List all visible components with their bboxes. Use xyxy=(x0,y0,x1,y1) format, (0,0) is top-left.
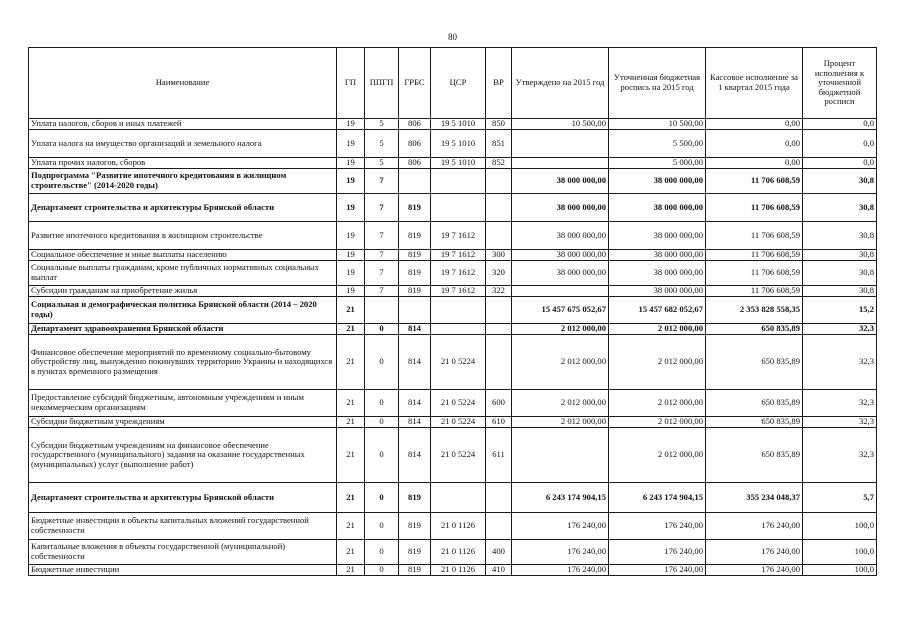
row-pgp: 0 xyxy=(365,390,399,417)
row-csr: 21 0 1126 xyxy=(431,565,486,576)
row-pgp: 0 xyxy=(365,483,399,513)
table-row xyxy=(29,565,877,576)
row-csr: 21 0 5224 xyxy=(431,428,486,483)
row-pgp: 0 xyxy=(365,335,399,390)
row-gp: 21 xyxy=(337,483,365,513)
row-approved: 38 000 000,00 xyxy=(512,169,609,194)
row-specified: 2 012 000,00 xyxy=(609,324,706,335)
row-specified: 38 000 000,00 xyxy=(609,250,706,261)
row-gp: 21 xyxy=(337,390,365,417)
row-vr: 610 xyxy=(486,417,512,428)
row-name: Департамент строительства и архитектуры Брянской области xyxy=(29,194,337,222)
row-percent: 30,8 xyxy=(803,250,877,261)
row-csr: 19 5 1010 xyxy=(431,130,486,158)
table-row xyxy=(29,222,877,250)
row-percent: 30,8 xyxy=(803,169,877,194)
row-gp: 21 xyxy=(337,513,365,540)
row-cash: 650 835,89 xyxy=(706,324,803,335)
row-percent: 32,3 xyxy=(803,417,877,428)
row-cash: 11 706 608,59 xyxy=(706,194,803,222)
row-pgp: 0 xyxy=(365,428,399,483)
row-vr xyxy=(486,169,512,194)
row-vr xyxy=(486,483,512,513)
header-name: Наименование xyxy=(29,48,337,119)
row-gp: 19 xyxy=(337,250,365,261)
row-csr: 21 0 5224 xyxy=(431,417,486,428)
row-specified: 176 240,00 xyxy=(609,513,706,540)
table-row xyxy=(29,261,877,286)
row-csr: 19 7 1612 xyxy=(431,286,486,297)
row-vr: 400 xyxy=(486,540,512,565)
row-gp: 19 xyxy=(337,194,365,222)
row-approved: 2 012 000,00 xyxy=(512,390,609,417)
row-vr: 852 xyxy=(486,158,512,169)
row-cash: 0,00 xyxy=(706,119,803,130)
row-percent: 100,0 xyxy=(803,513,877,540)
row-pgp: 5 xyxy=(365,158,399,169)
row-grbs: 819 xyxy=(399,483,431,513)
row-specified: 10 500,00 xyxy=(609,119,706,130)
header-cash: Кассовое исполнение за 1 квартал 2015 года xyxy=(706,48,803,119)
row-approved xyxy=(512,428,609,483)
row-cash: 2 353 828 558,35 xyxy=(706,297,803,324)
row-name: Финансовое обеспечение мероприятий по временному социально-бытовому обустройству лиц, вынужденно покинувших территорию Украины и находящихся в пунктах временного размещения xyxy=(29,335,337,390)
row-specified: 38 000 000,00 xyxy=(609,222,706,250)
row-gp: 21 xyxy=(337,335,365,390)
row-vr: 611 xyxy=(486,428,512,483)
row-grbs: 814 xyxy=(399,324,431,335)
row-vr: 600 xyxy=(486,390,512,417)
table-row xyxy=(29,513,877,540)
header-gp: ГП xyxy=(337,48,365,119)
row-approved xyxy=(512,286,609,297)
row-pgp: 7 xyxy=(365,169,399,194)
row-name: Субсидии бюджетным учреждениям на финансовое обеспечение государственного (муниципального) задания на оказание государственных (муниципальных) услуг (выполнение работ) xyxy=(29,428,337,483)
row-cash: 11 706 608,59 xyxy=(706,250,803,261)
row-vr xyxy=(486,194,512,222)
row-percent: 0,0 xyxy=(803,119,877,130)
row-csr: 21 0 5224 xyxy=(431,390,486,417)
row-approved: 10 500,00 xyxy=(512,119,609,130)
row-name: Уплата прочих налогов, сборов xyxy=(29,158,337,169)
row-cash: 11 706 608,59 xyxy=(706,169,803,194)
row-percent: 15,2 xyxy=(803,297,877,324)
row-vr xyxy=(486,513,512,540)
row-name: Уплата налогов, сборов и иных платежей xyxy=(29,119,337,130)
table-row xyxy=(29,540,877,565)
row-csr xyxy=(431,483,486,513)
row-specified: 38 000 000,00 xyxy=(609,169,706,194)
row-specified: 2 012 000,00 xyxy=(609,335,706,390)
row-gp: 19 xyxy=(337,222,365,250)
row-name: Бюджетные инвестиции xyxy=(29,565,337,576)
row-pgp: 0 xyxy=(365,565,399,576)
header-pgp: ППГП xyxy=(365,48,399,119)
table-header-row xyxy=(29,48,877,119)
row-percent: 0,0 xyxy=(803,158,877,169)
row-approved: 6 243 174 904,15 xyxy=(512,483,609,513)
row-gp: 21 xyxy=(337,540,365,565)
row-gp: 21 xyxy=(337,428,365,483)
row-name: Департамент здравоохранения Брянской области xyxy=(29,324,337,335)
row-grbs: 806 xyxy=(399,130,431,158)
table-row xyxy=(29,297,877,324)
row-grbs: 819 xyxy=(399,261,431,286)
page-number: 80 xyxy=(448,32,457,42)
row-cash: 11 706 608,59 xyxy=(706,286,803,297)
row-approved xyxy=(512,158,609,169)
row-csr: 19 5 1010 xyxy=(431,119,486,130)
row-csr: 19 7 1612 xyxy=(431,250,486,261)
row-pgp: 0 xyxy=(365,540,399,565)
row-approved: 38 000 000,00 xyxy=(512,194,609,222)
budget-table xyxy=(28,47,877,576)
row-cash: 0,00 xyxy=(706,130,803,158)
table-row xyxy=(29,169,877,194)
header-specified: Уточненная бюджетная роспись на 2015 год xyxy=(609,48,706,119)
table-row xyxy=(29,130,877,158)
row-cash: 11 706 608,59 xyxy=(706,222,803,250)
row-gp: 19 xyxy=(337,261,365,286)
row-approved: 176 240,00 xyxy=(512,513,609,540)
row-percent: 32,3 xyxy=(803,390,877,417)
row-gp: 19 xyxy=(337,119,365,130)
row-approved: 176 240,00 xyxy=(512,540,609,565)
row-approved: 2 012 000,00 xyxy=(512,417,609,428)
header-grbs: ГРБС xyxy=(399,48,431,119)
table-row xyxy=(29,417,877,428)
table-row xyxy=(29,324,877,335)
row-cash: 176 240,00 xyxy=(706,540,803,565)
row-name: Бюджетные инвестиции в объекты капитальных вложений государственной собственности xyxy=(29,513,337,540)
row-percent: 30,8 xyxy=(803,194,877,222)
row-name: Уплата налога на имущество организаций и земельного налога xyxy=(29,130,337,158)
row-grbs: 819 xyxy=(399,540,431,565)
row-pgp: 5 xyxy=(365,119,399,130)
row-percent: 5,7 xyxy=(803,483,877,513)
row-pgp xyxy=(365,297,399,324)
row-name: Подпрограмма "Развитие ипотечного кредитования в жилищном строительстве" (2014-2020 годы) xyxy=(29,169,337,194)
row-percent: 100,0 xyxy=(803,565,877,576)
row-percent: 30,8 xyxy=(803,222,877,250)
row-percent: 100,0 xyxy=(803,540,877,565)
row-percent: 32,3 xyxy=(803,324,877,335)
table-row xyxy=(29,286,877,297)
row-cash: 650 835,89 xyxy=(706,335,803,390)
row-vr: 850 xyxy=(486,119,512,130)
row-gp: 19 xyxy=(337,158,365,169)
row-name: Субсидии бюджетным учреждениям xyxy=(29,417,337,428)
row-percent: 32,3 xyxy=(803,428,877,483)
row-vr: 322 xyxy=(486,286,512,297)
row-specified: 38 000 000,00 xyxy=(609,261,706,286)
row-vr: 300 xyxy=(486,250,512,261)
row-csr xyxy=(431,297,486,324)
row-specified: 5 500,00 xyxy=(609,130,706,158)
row-approved: 2 012 000,00 xyxy=(512,335,609,390)
row-vr xyxy=(486,335,512,390)
table-row xyxy=(29,483,877,513)
row-gp: 21 xyxy=(337,297,365,324)
row-pgp: 7 xyxy=(365,261,399,286)
row-grbs: 819 xyxy=(399,194,431,222)
row-approved: 38 000 000,00 xyxy=(512,250,609,261)
row-cash: 355 234 048,37 xyxy=(706,483,803,513)
row-specified: 2 012 000,00 xyxy=(609,428,706,483)
row-pgp: 7 xyxy=(365,222,399,250)
row-pgp: 7 xyxy=(365,286,399,297)
row-csr: 21 0 1126 xyxy=(431,513,486,540)
table-row xyxy=(29,428,877,483)
row-vr xyxy=(486,297,512,324)
row-grbs: 819 xyxy=(399,222,431,250)
row-vr xyxy=(486,222,512,250)
row-grbs: 814 xyxy=(399,428,431,483)
row-csr xyxy=(431,169,486,194)
row-vr xyxy=(486,324,512,335)
row-gp: 19 xyxy=(337,286,365,297)
row-approved: 38 000 000,00 xyxy=(512,261,609,286)
row-percent: 30,8 xyxy=(803,286,877,297)
row-specified: 176 240,00 xyxy=(609,565,706,576)
row-csr xyxy=(431,324,486,335)
row-vr: 410 xyxy=(486,565,512,576)
row-csr: 19 7 1612 xyxy=(431,261,486,286)
row-pgp: 5 xyxy=(365,130,399,158)
table-row xyxy=(29,335,877,390)
table-row xyxy=(29,250,877,261)
header-vr: ВР xyxy=(486,48,512,119)
row-csr: 21 0 5224 xyxy=(431,335,486,390)
row-vr: 320 xyxy=(486,261,512,286)
table-row xyxy=(29,119,877,130)
row-cash: 0,00 xyxy=(706,158,803,169)
row-name: Субсидии гражданам на приобретение жилья xyxy=(29,286,337,297)
row-name: Социальная и демографическая политика Брянской области (2014 – 2020 годы) xyxy=(29,297,337,324)
row-gp: 21 xyxy=(337,324,365,335)
row-specified: 6 243 174 904,15 xyxy=(609,483,706,513)
row-csr: 21 0 1126 xyxy=(431,540,486,565)
table-row xyxy=(29,158,877,169)
row-csr: 19 5 1010 xyxy=(431,158,486,169)
row-specified: 2 012 000,00 xyxy=(609,390,706,417)
row-percent: 0,0 xyxy=(803,130,877,158)
row-name: Капитальные вложения в объекты государственной (муниципальной) собственности xyxy=(29,540,337,565)
row-pgp: 0 xyxy=(365,324,399,335)
row-grbs: 814 xyxy=(399,390,431,417)
row-approved: 38 000 000,00 xyxy=(512,222,609,250)
row-approved xyxy=(512,130,609,158)
row-cash: 176 240,00 xyxy=(706,513,803,540)
row-cash: 11 706 608,59 xyxy=(706,261,803,286)
row-grbs: 814 xyxy=(399,335,431,390)
row-name: Предоставление субсидий бюджетным, автономным учреждениям и иным некоммерческим организациям xyxy=(29,390,337,417)
row-grbs: 814 xyxy=(399,417,431,428)
row-percent: 32,3 xyxy=(803,335,877,390)
row-gp: 19 xyxy=(337,169,365,194)
row-cash: 650 835,89 xyxy=(706,428,803,483)
row-specified: 2 012 000,00 xyxy=(609,417,706,428)
row-grbs xyxy=(399,169,431,194)
row-pgp: 0 xyxy=(365,513,399,540)
row-approved: 176 240,00 xyxy=(512,565,609,576)
row-name: Социальные выплаты гражданам, кроме публичных нормативных социальных выплат xyxy=(29,261,337,286)
row-grbs: 806 xyxy=(399,158,431,169)
row-specified: 38 000 000,00 xyxy=(609,286,706,297)
table-row xyxy=(29,194,877,222)
row-csr: 19 7 1612 xyxy=(431,222,486,250)
row-pgp: 0 xyxy=(365,417,399,428)
header-csr: ЦСР xyxy=(431,48,486,119)
row-grbs: 819 xyxy=(399,565,431,576)
header-approved: Утверждено на 2015 год xyxy=(512,48,609,119)
row-specified: 176 240,00 xyxy=(609,540,706,565)
row-approved: 2 012 000,00 xyxy=(512,324,609,335)
row-cash: 650 835,89 xyxy=(706,390,803,417)
row-specified: 15 457 682 052,67 xyxy=(609,297,706,324)
row-csr xyxy=(431,194,486,222)
row-percent: 30,8 xyxy=(803,261,877,286)
row-cash: 176 240,00 xyxy=(706,565,803,576)
header-percent: Процент исполнения к уточненной бюджетной росписи xyxy=(803,48,877,119)
row-grbs: 819 xyxy=(399,250,431,261)
row-grbs xyxy=(399,297,431,324)
row-grbs: 819 xyxy=(399,513,431,540)
row-name: Социальное обеспечение и иные выплаты населению xyxy=(29,250,337,261)
row-gp: 19 xyxy=(337,130,365,158)
row-specified: 38 000 000,00 xyxy=(609,194,706,222)
row-specified: 5 000,00 xyxy=(609,158,706,169)
row-grbs: 819 xyxy=(399,286,431,297)
row-name: Развитие ипотечного кредитования в жилищном строительстве xyxy=(29,222,337,250)
row-grbs: 806 xyxy=(399,119,431,130)
row-gp: 21 xyxy=(337,565,365,576)
row-approved: 15 457 675 052,67 xyxy=(512,297,609,324)
row-gp: 21 xyxy=(337,417,365,428)
row-pgp: 7 xyxy=(365,194,399,222)
row-pgp: 7 xyxy=(365,250,399,261)
row-name: Департамент строительства и архитектуры Брянской области xyxy=(29,483,337,513)
row-cash: 650 835,89 xyxy=(706,417,803,428)
row-vr: 851 xyxy=(486,130,512,158)
table-row xyxy=(29,390,877,417)
